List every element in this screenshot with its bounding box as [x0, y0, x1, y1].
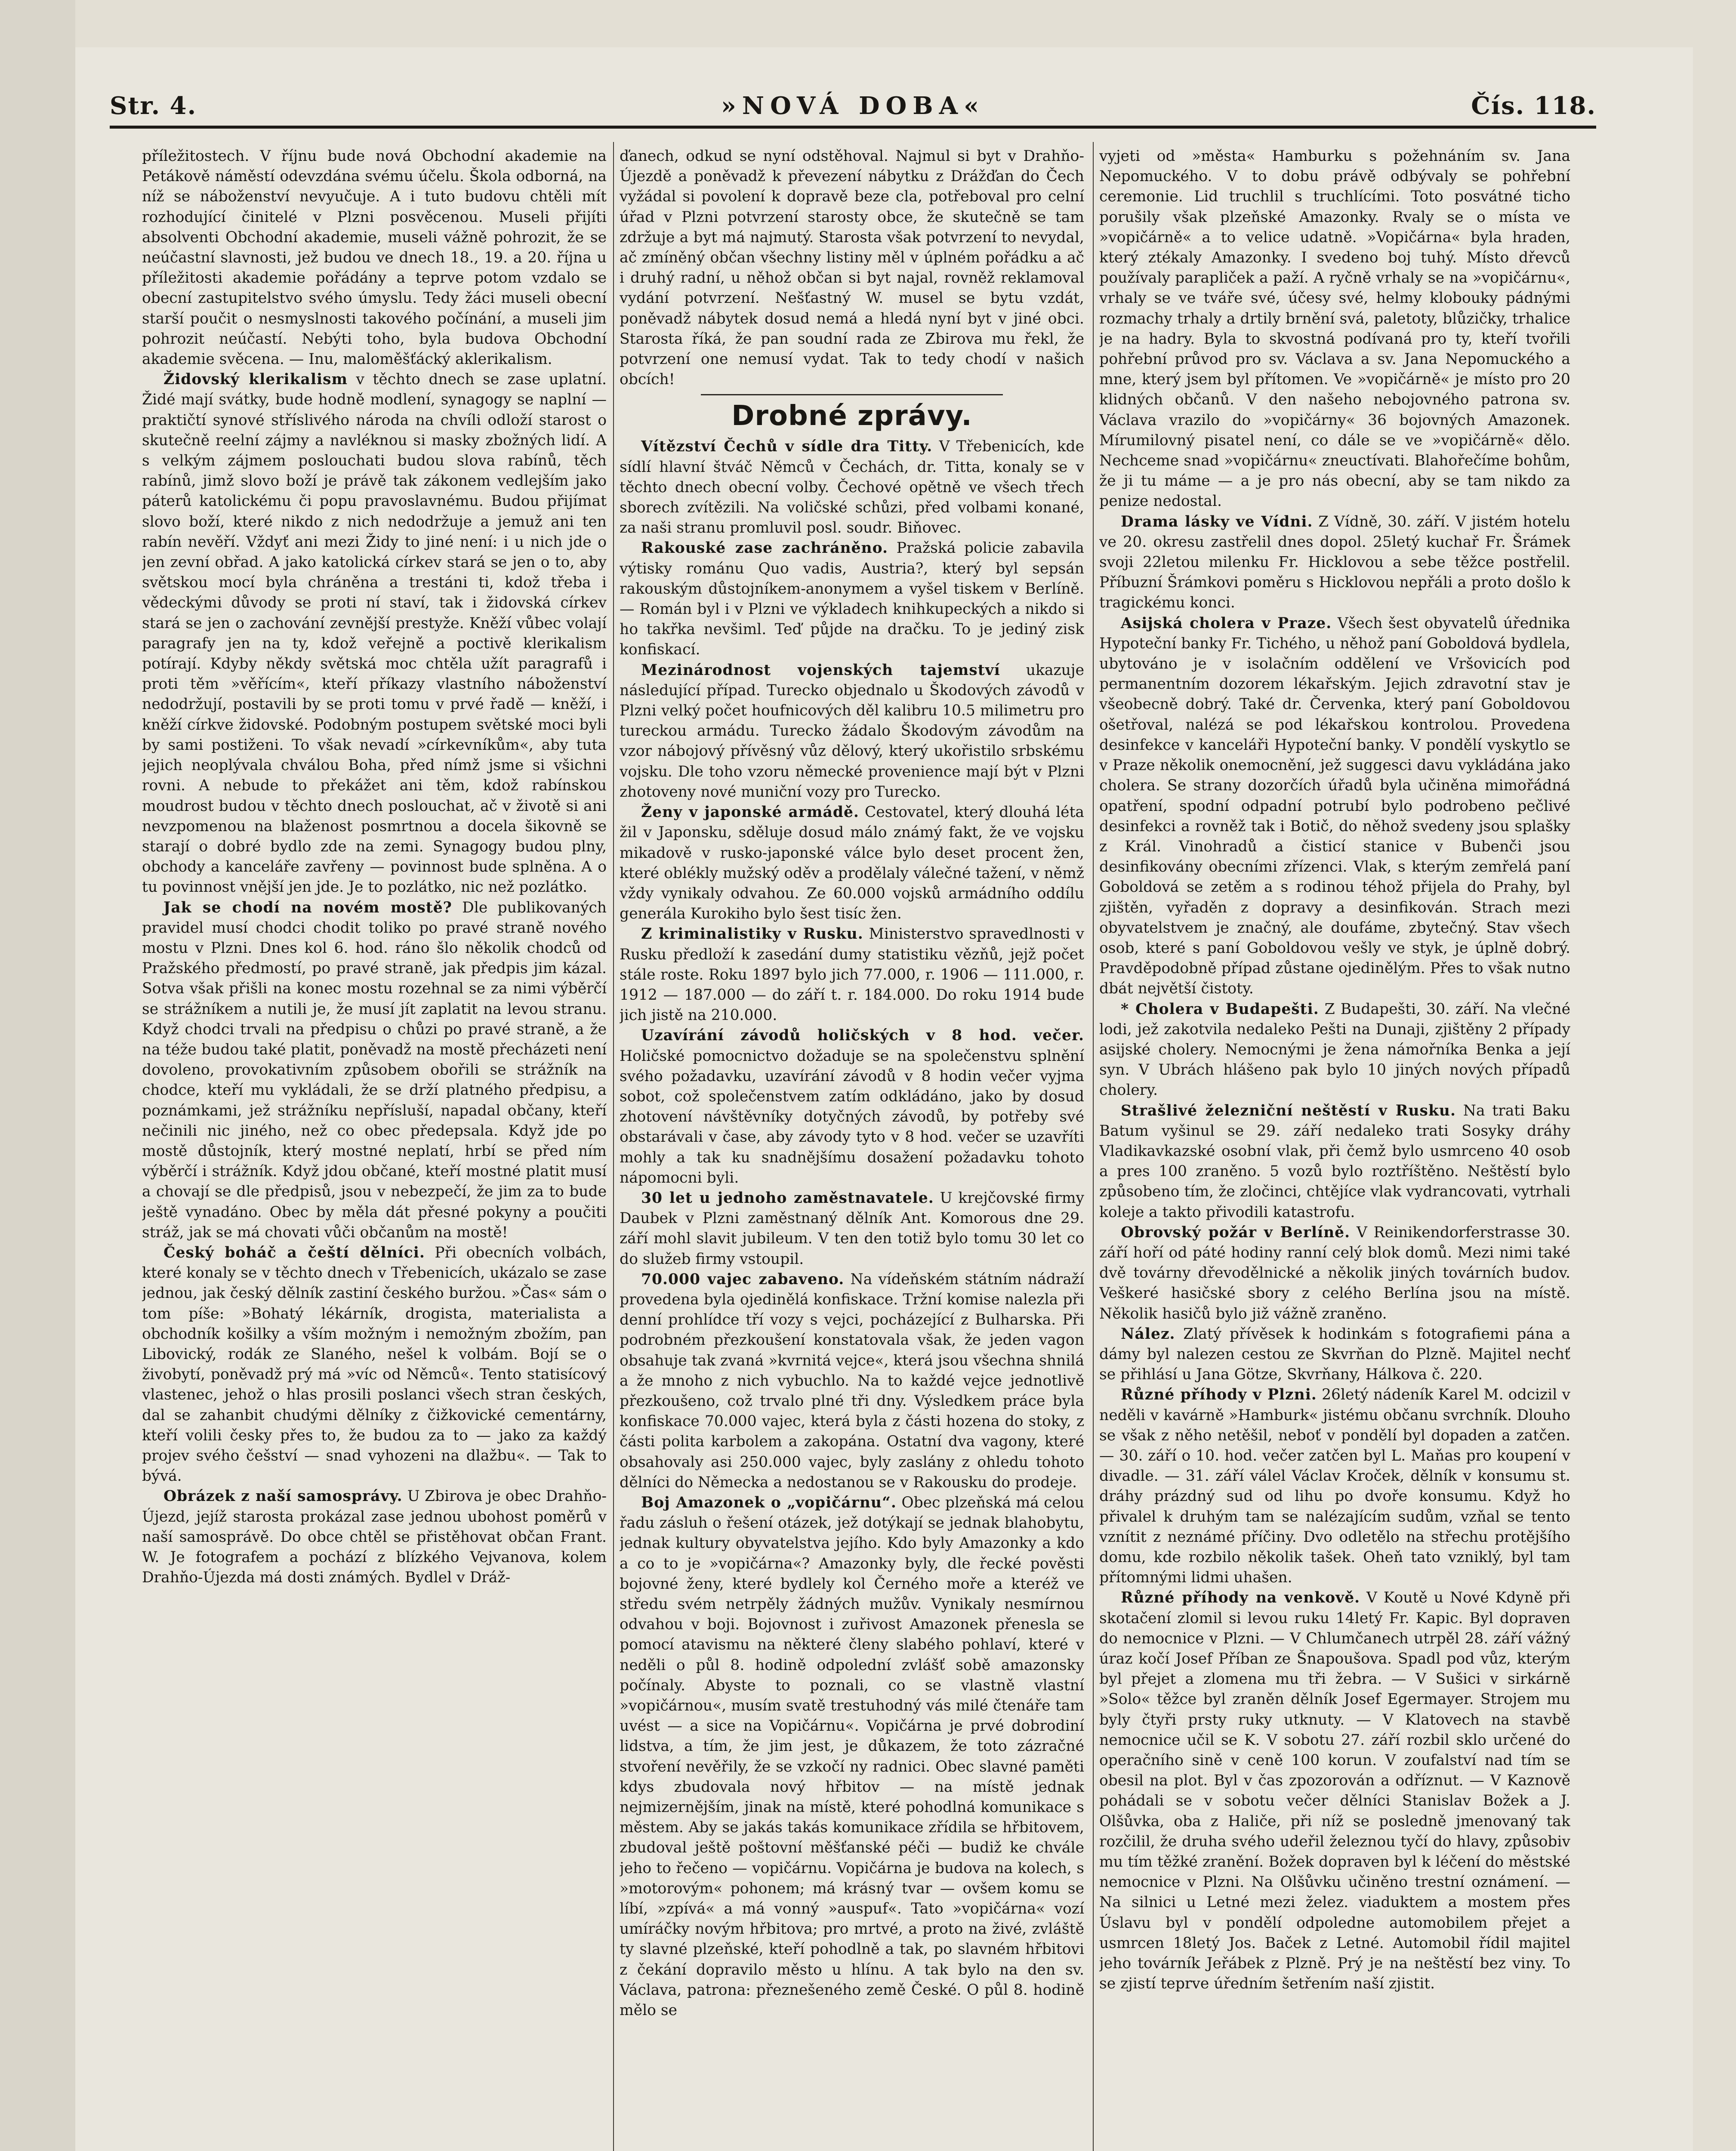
paragraph-text: V Reinikendorferstrasse 30. září hoří od páté hodiny ranní celý blok domů. Mezi nimi také dvě továrny dřevodělnické a několik jiných továrních budov. Veškeré hasičské sbory z celého Berlína jsou na místě. Několik hasičů bylo již vážně zraněno. [1099, 1223, 1570, 1322]
page-shadow-edge [0, 0, 75, 2151]
article-headline: Různé příhody na venkově. [1121, 1589, 1360, 1607]
article-headline: Český boháč a čeští dělníci. [163, 1244, 425, 1261]
paragraph-text: V Koutě u Nové Kdyně při skotačení zlomil si levou ruku 14letý Fr. Kapic. Byl dopraven do nemocnice v Plzni. — V Chlumčanech utrpěl 28. září vážný úraz kočí Josef Příban ze Šnapoušova. Spadl pod vůz, kterým byl přejet a zlomena mu tři žebra. — V Sušici v sirkárně »Solo« těžce byl zraněn dělník Josef Egermayer. Strojem mu byly čtyři prsty ruky utknuty. — V Klatovech na stavbě nemocnice učil se K. V sobotu 27. září rozbil sklo určené do operačního sině v ceně 100 korun. V zoufalství nad tím se obesil na plot. Byl v čas zpozorován a odříznut. — V Kaznově pohádali se v sobotu večer dělníci Stanislav Božek a J. Olšůvka, oba z Haliče, při níž se posledně jmenovaný tak rozčilil, že druha svého udeřil železnou tyčí do hlavy, způsobiv mu tím těžké zranění. Božek dopraven byl k léčení do městské nemocnice v Plzni. Na Olšůvku učiněno trestní oznámení. — Na silnici u Letné mezi želez. viaduktem a mostem přes Úslavu byl v pondělí odpoledne automobilem přejet a usmrcen 18letý Jos. Baček z Letné. Automobil řídil majitel jeho továrník Jeřábek z Plzně. Prý je na neštěstí bez viny. To se zjistí teprve úředním šetřením naší zjistit. [1099, 1589, 1570, 1993]
article-paragraph [1099, 146, 1570, 512]
article-paragraph [1099, 613, 1570, 999]
section-title: Drobné zprávy. [731, 400, 972, 432]
paragraph-text: Obec plzeňská má celou řadu zásluh o řešení otázek, jež dotýkají se jednak blahobytu, jednak kultury obyvatelstva jejího. Kdo byly Amazonky a kdo a co to je »vopičárna«? Amazonky byly, dle řecké pověsti bojovné ženy, které bydlely kol Černého moře a kteréž ve středu svém netrpěly žádných mužův. Vynikaly nesmírnou odvahou v boji. Bojovnost i zuřivost Amazonek přenesla se pomocí atavismu na některé členy slabého pohlaví, které v neděli o půl 8. hodině odpolední zvlášť sobě amazonsky počínaly. Abyste to poznali, co se vlastně vlastní »vopičárnou«, musím svatě trestuhodný vás milé čtenáře tam uvést — a sice na Vopičárnu«. Vopičárna je prvé dobrodiní lidstva, a tím, že jim jest, je důkazem, že toto zázračné stvoření nevěřily, že se vzkočí ny radnici. Obec slavné paměti kdys zbudovala nový hřbitov — na místě jednak nejmizernějším, jinak na místě, které pohodlná komunikace s městem. Aby se jakás takás komunikace zřídila se hřbitovem, zbudoval ještě poštovní měšťanské péči — budiž ke chvále jeho to řečeno — vopičárnu. Vopičárna je budova na kolech, s »motorovým« pohonem; má krásný tvar — ovšem komu se líbí, »zpívá« a má vonný »auspuf«. Tato »vopičárna« vozí umíráčky novým hřbitova; pro mrtvé, a proto na živé, zvláště ty slavné plzeňské, kteří pohodlně a tak, po slavném hřbitovi z čekání dopravilo město u hlínu. A tak bylo na den sv. Václava, patrona: přeznešeného země České. O půl 8. hodině mělo se [620, 1494, 1084, 2019]
article-headline: Jak se chodí na novém mostě? [163, 899, 452, 916]
article-paragraph [620, 437, 1084, 538]
article-paragraph [142, 1486, 607, 1588]
page-header [110, 84, 1596, 127]
paragraph-text: ukazuje následující případ. Turecko objednalo u Škodových závodů v Plzni velký počet houfnicových děl kalibru 10.5 milimetru pro tureckou armádu. Turecko žádalo Škodovým závodům na vzor nábojový přívěsný vůz dělový, který ukořistilo srbskému vojsku. Dle toho vzoru německé provenience mají být v Plzni zhotoveny nové muniční vozy pro Turecko. [620, 661, 1084, 801]
paragraph-text: vyjeti od »města« Hamburku s požehnáním sv. Jana Nepomuckého. V to dobu právě odbývaly se pohřební ceremonie. Lid truchlil s truchlícími. Toto posvátné ticho porušily však plzeňské Amazonky. Rvaly se o místa ve »vopičárně« a to velice udatně. »Vopičárna« byla hraden, který ztékaly Amazonky. I svedeno boj tuhý. Místo dřevců používaly parapliček a paží. A ryčně vrhaly se na »vopičárnu«, vrhaly se ve tváře své, účesy své, helmy klobouky pádnými rozmachy trhaly a drtily brnění svá, paletoty, blůzičky, trhalice je na hadry. Byla to skvostná podívaná pro ty, kteří tvořili pohřební průvod pro sv. Václava a sv. Jana Nepomuckého a mne, který jsem byl přítomen. Ve »vopičárně« je místo pro 20 klidných občanů. V den našeho nebojovného patrona sv. Václava vrazilo do »vopičárny« 36 bojovných Amazonek. Mírumilovný pisatel není, co dále se ve »vopičárně« dělo. Nechceme snad »vopičárnu« zneuctívati. Blahořečíme bohům, že ji tu máme — a je pro nás obecní, aby se tam nikdo za penize nedostal. [1099, 148, 1570, 510]
article-paragraph [620, 1026, 1084, 1188]
paragraph-text: Holičské pomocnictvo dožaduje se na společenstvu splnění svého požadavku, uzavírání závodů v 8 hodin večer vyjma sobot, což společenstvem zatím odkládáno, jako by dosud zhotovení návštěvníky dotyčných závodů, by potřeby své obstarávali v čase, aby závody tyto v 8 hod. večer se uzavříti mohly a tak ku snadnějšímu dosažení požadavku tohoto nápomocni byli. [620, 1047, 1084, 1186]
paragraph-text: V Třebenicích, kde sídlí hlavní štváč Němců v Čechách, dr. Titta, konaly se v těchto dnech obecní volby. Čechové opětně ve všech třech sborech zvítězili. Na voličské schůzi, před volbami konané, za naši stranu promluvil posl. soudr. Biňovec. [620, 438, 1084, 537]
paragraph-text: v těchto dnech se zase uplatní. Židé mají svátky, bude hodně modlení, synagogy se naplní — praktičtí synové stříslivého národa na chvíli odloží starost o skutečně reelní zájmy a navléknou si masky zbožných lidí. A s velkým zájmem poslouchati budou slova rabínů, těch rabínů, jimž slovo boží je právě tak zákonem vedlejším jako páterů katolickému či popu pravoslavnému. Budou přijímat slovo boží, které nikdo z nich nedodržuje a jemuž ani ten rabín nevěří. Vždyť ani mezi Židy to jiné není: i u nich jde o jen zevní obřad. A jako katolická církev stará se jen o to, aby světskou mocí byla chráněna a trestáni ti, kdož třeba i vědeckými důvody se proti ní staví, tak i židovská církev stará se jen o zachování zevnější prestyže. Kněží vůbec volají paragrafy jen na ty, kdož veřejně a poctivě klerikalism potírají. Kdyby někdy světská moc chtěla užít paragrafů i proti těm »věřícím«, kteří příkazy vlastního náboženství nedodržují, postavili by se proti tomu v prvé řadě — kněží, i kněží církve židovské. Podobným postupem světské moci byli by sami postiženi. To však nevadí »církevníkům«, aby tuta jejich neoplývala chválou Boha, před nímž jsme si všichni rovni. A nebude to překážet ani těm, kdož rabínskou moudrost budou v těchto dnech poslouchat, ač v životě si ani nevzpomenou na blaženost posmrtnou a docela šikovně se starají o dobré bydlo zde na zemi. Synagogy budou plny, obchody a kanceláře zavřeny — povinnost bude splněna. A o tu povinnost vnější jen jde. Je to pozlátko, nic než pozlátko. [142, 371, 607, 896]
article-paragraph [620, 660, 1084, 802]
article-paragraph [142, 898, 607, 1243]
paragraph-text: Pražská policie zabavila výtisky románu Quo vadis, Austria?, který byl sepsán rakouským důstojníkem-anonymem a vyšel tiskem v Berlíně. — Román byl i v Plzni ve výkladech knihkupeckých a nikdo si ho takřka nevšiml. Teď půjde na dračku. To je jediný zisk konfiskací. [620, 539, 1084, 659]
article-headline: Asijská cholera v Praze. [1121, 614, 1332, 632]
article-headline: Rakouské zase zachráněno. [641, 539, 888, 557]
paragraph-text: ďanech, odkud se nyní odstěhoval. Najmul si byt v Drahňo-Újezdě a poněvadž k převezení nábytku z Drážďan do Čech vyžádal si povolení k dopravě beze cla, potřeboval pro celní úřad v Plzni potvrzení starosty obce, že skutečně se tam zdržuje a byt má najmutý. Starosta však potvrzení to nevydal, ač zmíněný občan všechny listiny měl v úplném pořádku a ač i druhý radní, u něhož občan si byt najal, rovněž reklamoval vydání potvrzení. Nešťastný W. musel se bytu vzdát, poněvadž nábytek dosud nemá a hledá nyní byt v jiné obci. Starosta říká, že pan soudní rada ze Zbirova mu řekl, že potvrzení one nemusí vydat. Tak to tedy chodí v našich obcích! [620, 148, 1084, 388]
article-headline: Ženy v japonské armádě. [641, 804, 859, 821]
article-headline: 30 let u jednoho zaměstnavatele. [641, 1189, 934, 1207]
paragraph-text: Ministerstvo spravedlnosti v Rusku předloží k zasedání dumy statistiku vězňů, jejž počet stále roste. Roku 1897 bylo jich 77.000, r. 1906 — 111.000, r. 1912 — 187.000 — do září t. r. 184.000. Do roku 1914 bude jich jistě na 210.000. [620, 925, 1084, 1024]
column-3 [1099, 146, 1570, 2151]
article-paragraph [620, 802, 1084, 924]
article-headline: Různé příhody v Plzni. [1121, 1386, 1317, 1404]
article-headline: Boj Amazonek o „vopičárnu“. [641, 1494, 897, 1511]
article-paragraph [620, 924, 1084, 1026]
article-headline: Obrovský požár v Berlíně. [1121, 1223, 1351, 1241]
paragraph-text: Z Budapešti, 30. září. Na vlečné lodi, jež zakotvila nedaleko Pešti na Dunaji, zjištěny 2 případy asijské cholery. Nemocnými je žena námořníka Benka a její syn. V Ubrách hlášeno pak bylo 10 jiných nových případů cholery. [1099, 1000, 1570, 1099]
article-paragraph [1099, 512, 1570, 613]
article-paragraph [620, 146, 1084, 390]
article-paragraph [1099, 1223, 1570, 1324]
article-paragraph [620, 1188, 1084, 1270]
paragraph-text: Z Vídně, 30. září. V jistém hotelu ve 20. okresu zastřelil dnes dopol. 25letý kuchař Fr. Šrámek svoji 22letou milenku Fr. Hicklovou a sebe těžce postřelil. Příbuzní Šrámkovi poměru s Hicklovou nepřáli a proto došlo k tragickému konci. [1099, 513, 1570, 612]
article-headline: Mezinárodnost vojenských tajemství [641, 661, 1000, 679]
article-paragraph [620, 1270, 1084, 1493]
column-2 [620, 146, 1084, 2151]
article-paragraph [142, 146, 607, 370]
paragraph-text: příležitostech. V říjnu bude nová Obchodní akademie na Petákově náměstí odevzdána svému účelu. Škola odborná, na níž se náboženství nevyučuje. A i tuto budovu chtěli mít rozhodující činitelé v Plzni posvěcenou. Museli přijíti absolventi Obchodní akademie, museli vážně pohrozit, že se neúčastní slavnosti, jež budou ve dnech 18., 19. a 20. října u příležitosti akademie pořádány a teprve potom vzdalo se obecní zastupitelstvo svého úmyslu. Tedy žáci museli obecní starší poučit o nesmyslnosti takového počínání, a museli jim pohrozit neúčastí. Nebýti toho, byla budova Obchodní akademie svěcena. — Inu, maloměšťácký aklerikalism. [142, 148, 607, 368]
article-paragraph [142, 1243, 607, 1486]
paragraph-text: Cestovatel, který dlouhá léta žil v Japonsku, sděluje dosud málo známý fakt, že ve vojsku mikadově v rusko-japonské válce bylo deset procent žen, které oblékly mužský oděv a prodělaly válečné tažení, v němž vždy vynikaly odvahou. Ze 60.000 vojsků armádního oddílu generála Kurokiho bylo šest tisíc žen. [620, 804, 1084, 923]
paragraph-text: Na vídeňském státním nádraží provedena byla ojedinělá konfiskace. Tržní komise nalezla při denní prohlídce tří vozy s vejci, pocházející z Bulharska. Při podrobném přezkoušení konstatovala však, že jeden vagon obsahuje tak zvaná »kvrnitá vejce«, která jsou všechna shnilá a že mnoho z nich vybuchlo. Na to každé vejce jednotlivě přezkoušeno, což trvalo plné tři dny. Výsledkem práce byla konfiskace 70.000 vajec, která byla z části hozena do stoky, z části polita karbolem a zakopána. Ostatní dva vagony, které obsahovaly asi 250.000 vajec, byly zaslány z ohledu tohoto dělníci do Německa a nedostanou se v Rakousku do prodeje. [620, 1270, 1084, 1491]
article-paragraph [1099, 1588, 1570, 1994]
header-rule [110, 126, 1596, 129]
article-paragraph [620, 538, 1084, 660]
article-headline: Z kriminalistiky v Rusku. [641, 925, 863, 943]
paragraph-text: 26letý nádeník Karel M. odcizil v neděli v kavárně »Hamburk« jistému občanu svrchník. Dlouho se však z něho netěšil, neboť v pondělí byl dopaden a zatčen. — 30. září o 10. hod. večer zatčen byl L. Maňas pro koupení v divadle. — 31. září válel Václav Kroček, dělník v konsumu st. dráhy prázdný sud od lihu po dvoře konsumu. Když ho přivalel k druhým tam se nalézajícím sudům, vzňal se tento vznítit z neznámé příčiny. Dvo odletělo na střechu protějšího domu, kde rozbilo několik tašek. Oheň tato vzniklý, byl tam přítomnými lidmi uhašen. [1099, 1386, 1570, 1587]
article-paragraph [1099, 1101, 1570, 1223]
article-headline: Uzavírání závodů holičských v 8 hod. večer. [641, 1027, 1084, 1045]
paragraph-text: Na trati Baku Batum vyšinul se 29. září nedaleko trati Sosyky dráhy Vladikavkazské osobní vlak, při čemž bylo usmrceno 40 osob a pres 100 zraněno. 5 vozů bylo roztříštěno. Neštěstí bylo způsobeno tím, že zločinci, chtějíce vlak vydrancovati, vytrhali koleje a takto přivodili katastrofu. [1099, 1102, 1570, 1221]
paragraph-text: U krejčovské firmy Daubek v Plzni zaměstnaný dělník Ant. Komorous dne 29. září mohl slavit jubileum. V ten den totiž bylo tomu 30 let co do služeb firmy vstoupil. [620, 1189, 1084, 1268]
article-headline: Vítězství Čechů v sídle dra Titty. [641, 438, 933, 456]
paragraph-text: Všech šest obyvatelů úřednika Hypoteční banky Fr. Tichého, u něhož paní Goboldová bydlela, ubytováno je v isolačním oddělení ve Vršovicích pod permanentním dozorem lékařským. Jejich zdravotní stav je všeobecně dobrý. Také dr. Červenka, který paní Goboldovou ošetřoval, nalézá se pod lékařskou kontrolou. Provedena desinfekce v kanceláři Hypoteční banky. V pondělí vyskytlo se v Praze několik onemocnění, jež suggesci davu vykládána jako cholera. Se strany dozorčích úřadů byla učiněna mimořádná opatření, spodní odpadní potrubí bylo podrobeno pečlivé desinfekci a rovněž tak i Botič, do něhož svedeny jsou splašky z Král. Vinohradů a čisticí stanice v Bubenči jsou desinfikovány obecními zřízenci. Vlak, s kterým zemřelá paní Goboldová se zetěm a s rodinou téhož přijela do Prahy, byl zjištěn, vyřaděn z dopravy a desinfikován. Strach mezi obyvatelstvem je značný, ale doufáme, zbytečný. Stav všech osob, které s paní Goboldovou vešly ve styk, je úplně dobrý. Pravděpodobně případ zůstane ojedinělým. Přes to však nutno dbát největší čistoty. [1099, 614, 1570, 998]
paragraph-text: Dle publikovaných pravidel musí chodci chodit toliko po pravé straně nového mostu v Plzni. Dnes kol 6. hod. ráno šlo několik chodců od Pražského předmostí, po pravé straně, jak předpis jim kázal. Sotva však přišli na konec mostu rozehnal se za nimi výběrčí se strážníkem a nutili je, že musí jít zaplatit na levou stranu. Když chodci trvali na předpisu o chůzi po pravé straně, a že na téže budou také platit, poněvadž na mostě přecházeti není dovoleno, provokativním způsobem obořili se strážník na chodce, kteří mu vykládali, že se drží platného předpisu, a poznámkami, jež strážníku nepřísluší, napadal občany, kteří nečinili nic jiného, než co obec předepsala. Když jde po mostě důstojník, který mostné neplatí, hrbí se před ním výběrčí i strážník. Když jdou občané, kteří mostné platit musí a chovají se dle předpisů, jsou v nebezpečí, že jim za to bude ještě vynadáno. Obec by měla dát přesné pokyny a poučiti stráž, jak se má chovati vůči občanům na mostě! [142, 899, 607, 1241]
paragraph-text: U Zbirova je obec Drahňo-Újezd, jejíž starosta prokázal zase jednou ubohost poměrů v naší samosprávě. Do obce chtěl se přistěhovat občan Frant. W. Je fotografem a pochází z blízkého Vejvanova, kolem Drahňo-Újezda má dosti známých. Bydlel v Dráž- [142, 1488, 607, 1587]
column-divider [1093, 142, 1094, 2151]
article-paragraph [1099, 1324, 1570, 1385]
article-headline: 70.000 vajec zabaveno. [641, 1270, 845, 1288]
paragraph-text: Zlatý přívěsek k hodinkám s fotografiemi pána a dámy byl nalezen cestou ze Skvrňan do Plzně. Majitel nechť se přihlásí u Jana Götze, Skvrňany, Hálkova č. 220. [1099, 1325, 1570, 1384]
article-paragraph [142, 370, 607, 897]
article-paragraph [1099, 999, 1570, 1101]
column-divider [613, 142, 614, 2151]
page-number: Str. 4. [110, 92, 197, 120]
newspaper-title: »NOVÁ DOBA« [721, 92, 985, 120]
article-headline: Obrázek z naší samosprávy. [163, 1488, 403, 1505]
article-headline: Nález. [1121, 1325, 1175, 1343]
article-headline: Drama lásky ve Vídni. [1121, 513, 1313, 530]
column-1 [142, 146, 607, 2151]
article-headline: Strašlivé železniční neštěstí v Rusku. [1121, 1102, 1456, 1119]
article-headline: * Cholera v Budapešti. [1121, 1000, 1319, 1018]
article-paragraph [1099, 1385, 1570, 1588]
article-headline: Židovský klerikalism [163, 371, 348, 388]
article-paragraph [620, 1493, 1084, 2021]
paragraph-text: Při obecních volbách, které konaly se v těchto dnech v Třebenicích, ukázalo se zase jednou, jak český dělník zastiní českého buržou. »Čas« sám o tom píše: »Bohatý lékárník, drogista, materialista a obchodník košilky a vším možným i nemožným zbožím, pan Libovický, rodák ze Slaného, nešel k volbám. Bojí se o živobytí, poněvadž prý má »víc od Němců«. Tento statisícový vlastenec, jehož o hlas prosili poslanci všech stran českých, dal se zahanbit chudými dělníky z čižkovické cementárny, kteří volili česky přes to, že budou za to — jako za každý projev svého češství — snad vyhozeni na dlažbu«. — Tak to bývá. [142, 1244, 607, 1485]
issue-number: Čís. 118. [1471, 92, 1596, 120]
